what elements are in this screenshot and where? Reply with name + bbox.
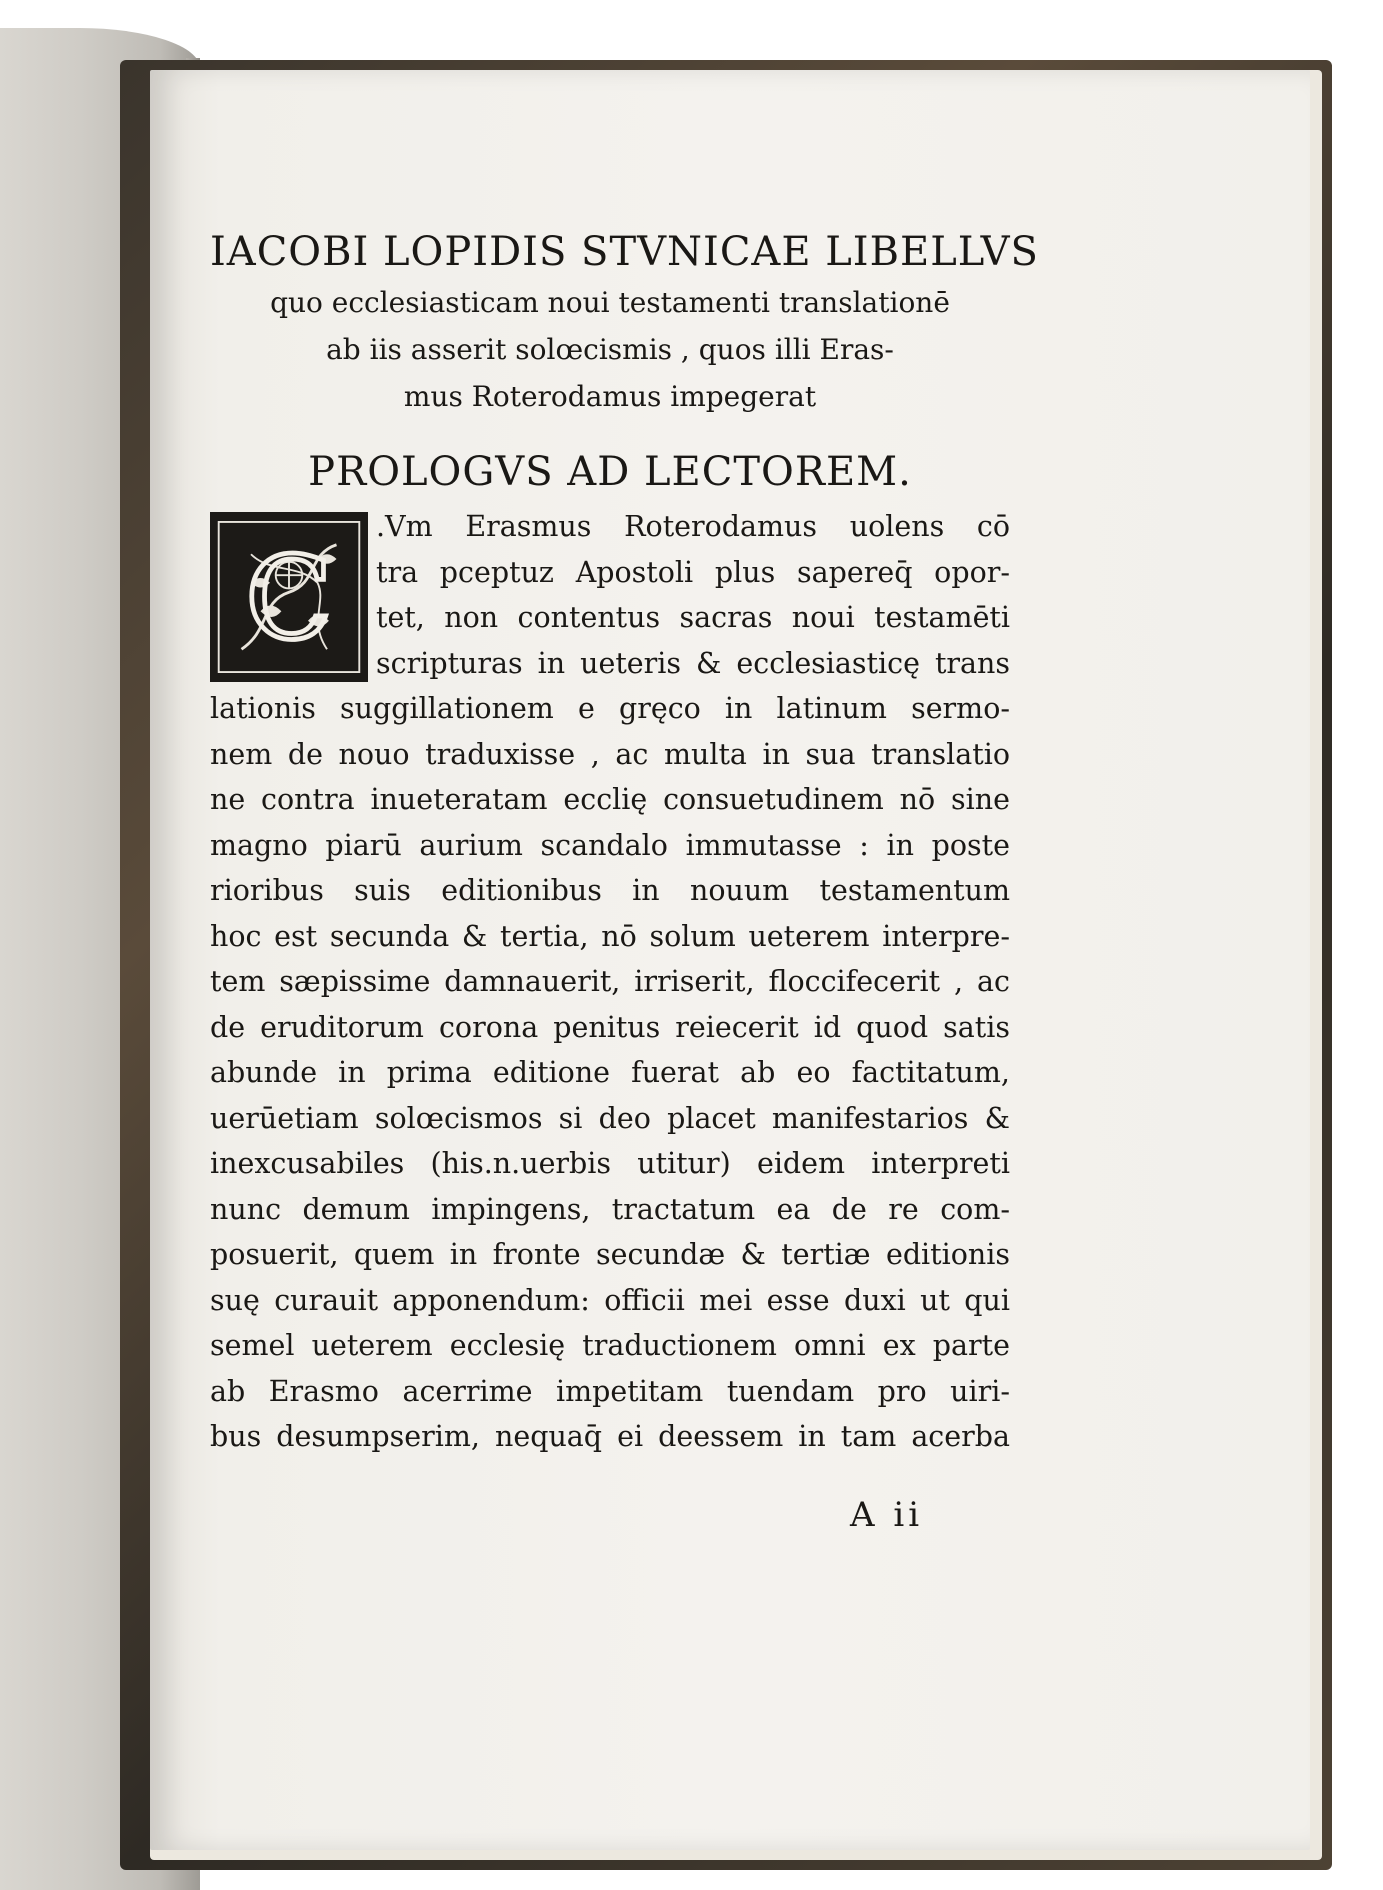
subtitle-line: ab iis asserit solœcismis , quos illi Eras- xyxy=(326,333,894,366)
body-line: uerūetiam solœcismos si deo placet manifestarios & xyxy=(210,1101,1010,1135)
body-line: de eruditorum corona penitus reiecerit id quod satis xyxy=(210,1010,1010,1044)
body-line: nem de nouo traduxisse , ac multa in sua translatio xyxy=(210,737,1010,771)
body-line: tet, non contentus sacras noui testamēti xyxy=(376,601,1010,634)
body-line: hoc est secunda & tertia, nō solum ueterem interpre- xyxy=(210,919,1010,953)
body-line: rioribus suis editionibus in nouum testamentum xyxy=(210,874,1010,907)
body-line: ab Erasmo acerrime impetitam tuendam pro uiri- xyxy=(210,1374,1010,1408)
book-title: IACOBI LOPIDIS STVNICAE LIBELLVS xyxy=(210,229,1039,275)
printed-text-block xyxy=(210,225,1039,1460)
body-line: lationis suggillationem e gręco in latinum sermo- xyxy=(210,692,1010,725)
svg-text:C: C xyxy=(245,531,333,665)
subtitle-line: quo ecclesiasticam noui testamenti translationē xyxy=(270,286,950,319)
body-line: .Vm Erasmus Roterodamus uolens cō xyxy=(376,510,1010,543)
prologue-heading: PROLOGVS AD LECTOREM. xyxy=(308,449,912,495)
body-line: abunde in prima editione fuerat ab eo factitatum, xyxy=(210,1056,1010,1089)
decorated-initial-letter-icon xyxy=(210,512,368,682)
body-line: tra pceptuz Apostoli plus sapereq̄ opor- xyxy=(376,555,1010,589)
body-line: suę curauit apponendum: officii mei esse duxi ut qui xyxy=(210,1283,1010,1317)
body-line: ne contra inueteratam ecclię consuetudinem nō sine xyxy=(210,783,1010,816)
subtitle-line: mus Roterodamus impegerat xyxy=(403,380,817,413)
body-text xyxy=(210,504,1010,1460)
body-line: semel ueterem ecclesię traductionem omni ex parte xyxy=(210,1329,1010,1362)
body-line: posuerit, quem in fronte secundæ & tertiæ editionis xyxy=(210,1238,1010,1271)
body-line: bus desumpserim, nequaq̄ ei deessem in tam acerba xyxy=(210,1420,1010,1453)
body-line: tem sæpissime damnauerit, irriserit, floccifecerit , ac xyxy=(210,965,1010,998)
body-line: nunc demum impingens, tractatum ea de re com- xyxy=(210,1192,1010,1226)
body-line: magno piarū aurium scandalo immutasse : in poste xyxy=(210,828,1010,862)
signature-mark: A ii xyxy=(850,1495,924,1535)
body-line: scripturas in ueteris & ecclesiasticę trans xyxy=(376,646,1010,680)
body-line: inexcusabiles (his.n.uerbis utitur) eidem interpreti xyxy=(210,1147,1010,1180)
